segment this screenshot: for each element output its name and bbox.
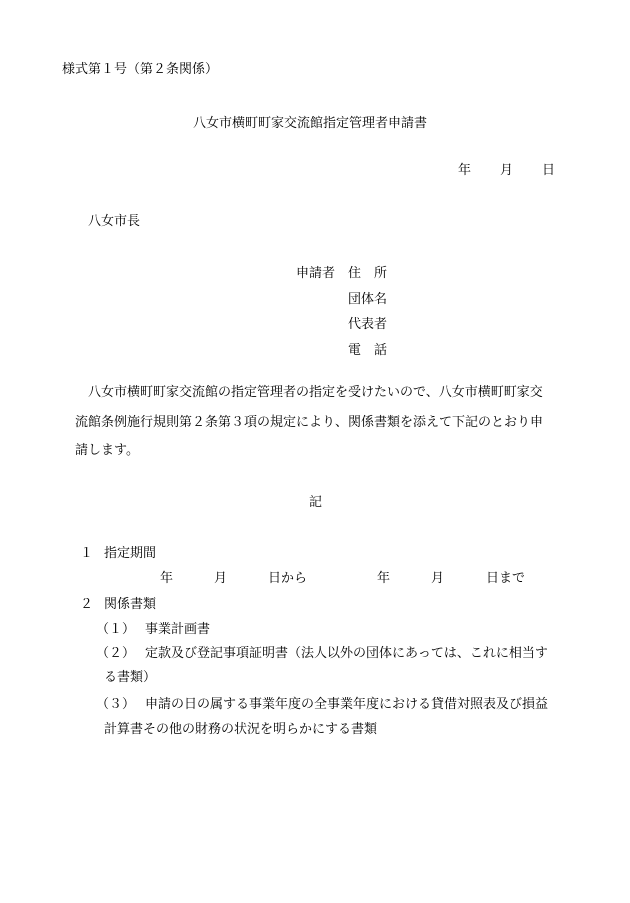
period-from-year: 年: [160, 571, 174, 586]
applicant-organization-label: 団体名: [348, 292, 388, 307]
item-2-label: 関係書類: [104, 597, 157, 612]
body-line-3: 請します。: [75, 443, 139, 458]
date-month: 月: [500, 163, 514, 178]
subitem-2-text-line-2: る書類）: [104, 670, 157, 685]
date-year: 年: [458, 163, 472, 178]
subitem-1-text: 事業計画書: [145, 622, 211, 637]
document-title: 八女市横町町家交流館指定管理者申請書: [193, 116, 428, 131]
applicant-phone-label: 電 話: [348, 343, 388, 358]
addressee: 八女市長: [88, 214, 141, 229]
ki-heading: 記: [309, 495, 323, 510]
applicant-representative-label: 代表者: [348, 317, 388, 332]
body-line-1: 八女市横町町家交流館の指定管理者の指定を受けたいので、八女市横町町家交: [88, 385, 543, 400]
subitem-3-text-line-2: 計算書その他の財務の状況を明らかにする書類: [104, 722, 378, 737]
applicant-label: 申請者: [296, 266, 336, 281]
subitem-2-text-line-1: 定款及び登記事項証明書（法人以外の団体にあっては、これに相当す: [145, 646, 548, 661]
subitem-3-number: （３）: [96, 697, 136, 712]
item-1-label: 指定期間: [104, 546, 157, 561]
body-line-2: 流館条例施行規則第２条第３項の規定により、関係書類を添えて下記のとおり申: [75, 415, 544, 430]
date-day: 日: [542, 163, 556, 178]
period-from-month: 月: [214, 571, 228, 586]
period-to-month: 月: [431, 571, 445, 586]
subitem-1-number: （１）: [96, 622, 136, 637]
subitem-3-text-line-1: 申請の日の属する事業年度の全事業年度における貸借対照表及び損益: [145, 697, 549, 712]
item-2-number: ２: [80, 597, 94, 612]
period-to-year: 年: [377, 571, 391, 586]
form-number: 様式第１号（第２条関係）: [62, 62, 219, 77]
period-from-day: 日から: [268, 571, 308, 586]
period-to-day: 日まで: [486, 571, 526, 586]
applicant-address-label: 住 所: [348, 266, 388, 281]
item-1-number: １: [80, 546, 94, 561]
subitem-2-number: （２）: [96, 646, 136, 661]
